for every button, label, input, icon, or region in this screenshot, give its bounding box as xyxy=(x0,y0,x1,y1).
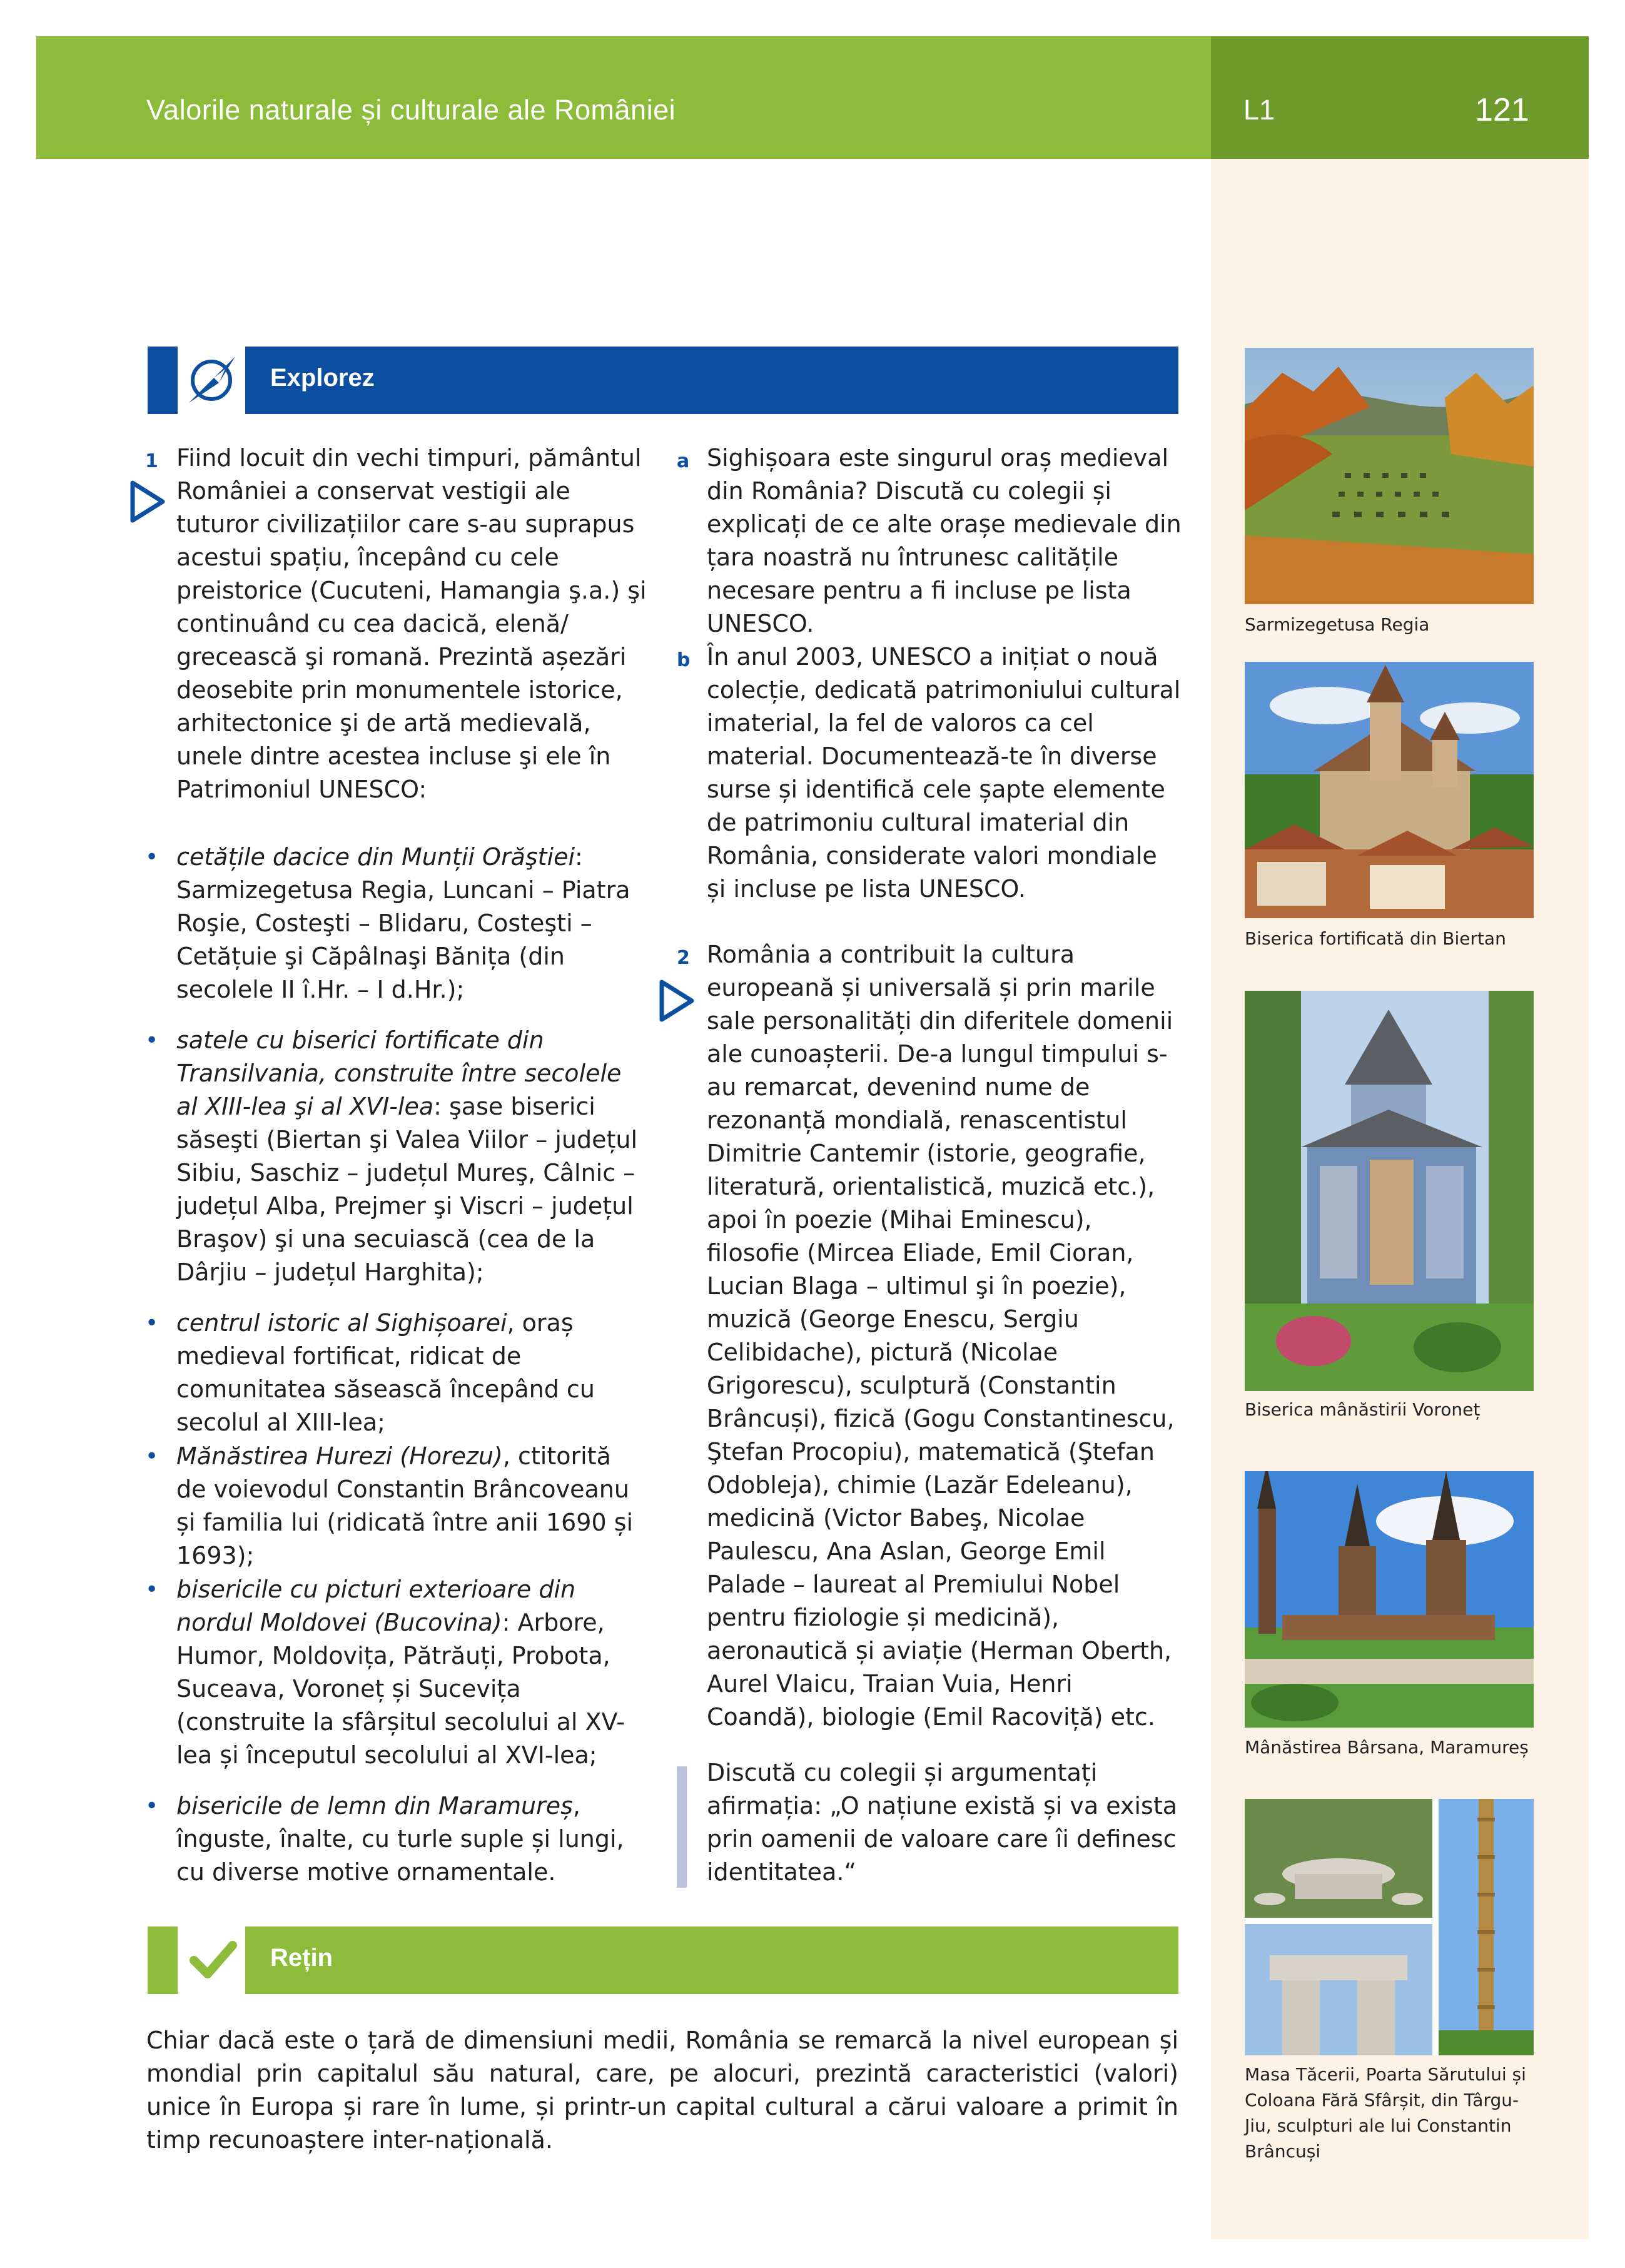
retin-bar xyxy=(245,1926,1178,1994)
item-a-text: Sighișoara este singurul oraș medieval din România? Discută cu colegii și explicați de ce alte orașe medievale din țara noastră nu întrunesc calitățile necesare pentru a fi incluse pe lista UNESCO. xyxy=(707,444,1182,637)
explorez-accent xyxy=(148,347,178,414)
bullet-item: centrul istoric al Sighișoarei, oraș medieval fortificat, ridicat de comunitatea săsească începând cu secolul al XIII-lea; xyxy=(176,1309,595,1436)
discussion-prompt: Discută cu colegii și argumentați afirmația: „O națiune există și va exista prin oamenii de valoare care îi definesc identitatea.“ xyxy=(707,1759,1178,1886)
item-letter-a: a xyxy=(677,450,690,472)
item-number-2: 2 xyxy=(677,947,690,969)
compass-icon xyxy=(181,350,241,410)
bullet-item: cetățile dacice din Munții Orăştiei: Sarmizegetusa Regia, Luncani – Piatra Roşie, Costeşti – Blidaru, Costeşti – Cetățuie şi Căpâlnaşi Bănița (din secolele II î.Hr. – I d.Hr.); xyxy=(176,843,630,1003)
item2-text: România a contribuit la cultura europeană și universală și prin marile sale personalități din diferitele domenii ale cunoașterii. De-a lungul timpului s-au remarcat, devenind nume de rezonanță mondială, renascentistul Dimitrie Cantemir (istorie, geografie, literatură, orientalistică, muzică etc.), apoi în poezie (Mihai Eminescu), filosofie (Mircea Eliade, Emil Cioran, Lucian Blaga – ultimul şi în poezie), muzică (George Enescu, Sergiu Celibidache), pictură (Nicolae Grigorescu), sculptură (Constantin Brâncuși), fizică (Gogu Constantinescu, Ştefan Procopiu), matematică (Ştefan Odobleja), chimie (Lazăr Edeleanu), medicină (Victor Babeş, Nicolae Paulescu, Ana Aslan, George Emil Palade – laureat al Premiului Nobel pentru fiziologie și medicină), aeronautică și aviație (Herman Oberth, Aurel Vlaicu, Traian Vuia, Henri Coandă), biologie (Emil Racoviță) etc. xyxy=(707,941,1175,1731)
caption-sarmizegetusa: Sarmizegetusa Regia xyxy=(1245,614,1430,635)
retin-title: Rețin xyxy=(270,1944,333,1972)
arrow-marker-icon xyxy=(129,479,166,524)
chapter-title: Valorile naturale și culturale ale României xyxy=(146,94,676,126)
item1-intro: Fiind locuit din vechi timpuri, pământul României a conservat vestigii ale tuturor civilizațiilor care s-au suprapus acestui spațiu, începând cu cele preistorice (Cucuteni, Hamangia ş.a.) şi continuând cu cea dacică, elenă/ grecească şi romană. Prezintă așezări deosebite prin monumentele istorice, arhitectonice şi de artă medievală, unele dintre acestea incluse şi ele în Patrimoniul UNESCO: xyxy=(176,444,647,803)
summary-text: Chiar dacă este o țară de dimensiuni medii, România se remarcă la nivel european și mondial prin capitalul său natural, care, pe alocuri, prezintă caracteristici (valori) unice în Europa și rare în lume, și printr-un capital cultural a cărui valoare a primit în timp recunoaștere inter-națională. xyxy=(146,2027,1178,2154)
lesson-label: L1 xyxy=(1243,94,1275,126)
bullet-item: satele cu biserici fortificate din Transilvania, construite între secolele al XIII-lea şi al XVI-lea: şase biserici săseşti (Biertan şi Valea Viilor – județul Sibiu, Saschiz – județul Mureş, Câlnic – județul Alba, Prejmer şi Viscri – județul Braşov) şi una secuiască (cea de la Dârjiu – județul Harghita); xyxy=(176,1026,638,1286)
bullet: • xyxy=(145,844,159,870)
photo-sarmizegetusa xyxy=(1245,348,1534,604)
caption-brancusi: Masa Tăcerii, Poarta Sărutului și Coloana Fără Sfârșit, din Târgu-Jiu, sculpturi ale lui Constantin Brâncuși xyxy=(1245,2064,1526,2162)
explorez-title: Explorez xyxy=(270,364,375,392)
retin-accent xyxy=(148,1926,178,1994)
caption-barsana: Mânăstirea Bârsana, Maramureș xyxy=(1245,1737,1529,1758)
checkmark-icon xyxy=(188,1935,238,1985)
item-b-text: În anul 2003, UNESCO a inițiat o nouă colecție, dedicată patrimoniului cultural imaterial, la fel de valoros ca cel material. Documentează-te în diverse surse și identifică cele șapte elemente de patrimoniu cultural imaterial din România, considerate valori mondiale și incluse pe lista UNESCO. xyxy=(707,643,1181,903)
bullet: • xyxy=(145,1793,159,1819)
arrow-marker-icon xyxy=(658,978,696,1023)
item-letter-b: b xyxy=(677,649,691,671)
bullet-item: Mănăstirea Hurezi (Horezu), ctitorită de voievodul Constantin Brâncoveanu și familia lui (ridicată între anii 1690 și 1693); xyxy=(176,1442,634,1569)
bullet: • xyxy=(145,1577,159,1602)
bullet-item: bisericile cu picturi exterioare din nordul Moldovei (Bucovina): Arbore, Humor, Moldovița, Pătrăuți, Probota, Suceava, Voroneț și Sucevița (construite la sfârșitul secolului al XV-lea și începutul secolului al XVI-lea; xyxy=(176,1576,625,1769)
discussion-rule xyxy=(677,1766,687,1888)
bullet: • xyxy=(145,1310,159,1336)
caption-biertan: Biserica fortificată din Biertan xyxy=(1245,928,1506,949)
photo-barsana xyxy=(1245,1471,1534,1728)
bullet-item: bisericile de lemn din Maramureș, înguste, înalte, cu turle suple și lungi, cu diverse motive ornamentale. xyxy=(176,1792,624,1886)
photo-brancusi xyxy=(1245,1799,1534,2055)
item-number-1: 1 xyxy=(145,450,158,472)
explorez-bar xyxy=(245,347,1178,414)
photo-voronet xyxy=(1245,991,1534,1391)
photo-biertan xyxy=(1245,662,1534,918)
page-number: 121 xyxy=(1475,92,1529,128)
caption-voronet: Biserica mânăstirii Voroneț xyxy=(1245,1399,1481,1420)
bullet: • xyxy=(145,1028,159,1053)
bullet: • xyxy=(145,1444,159,1469)
